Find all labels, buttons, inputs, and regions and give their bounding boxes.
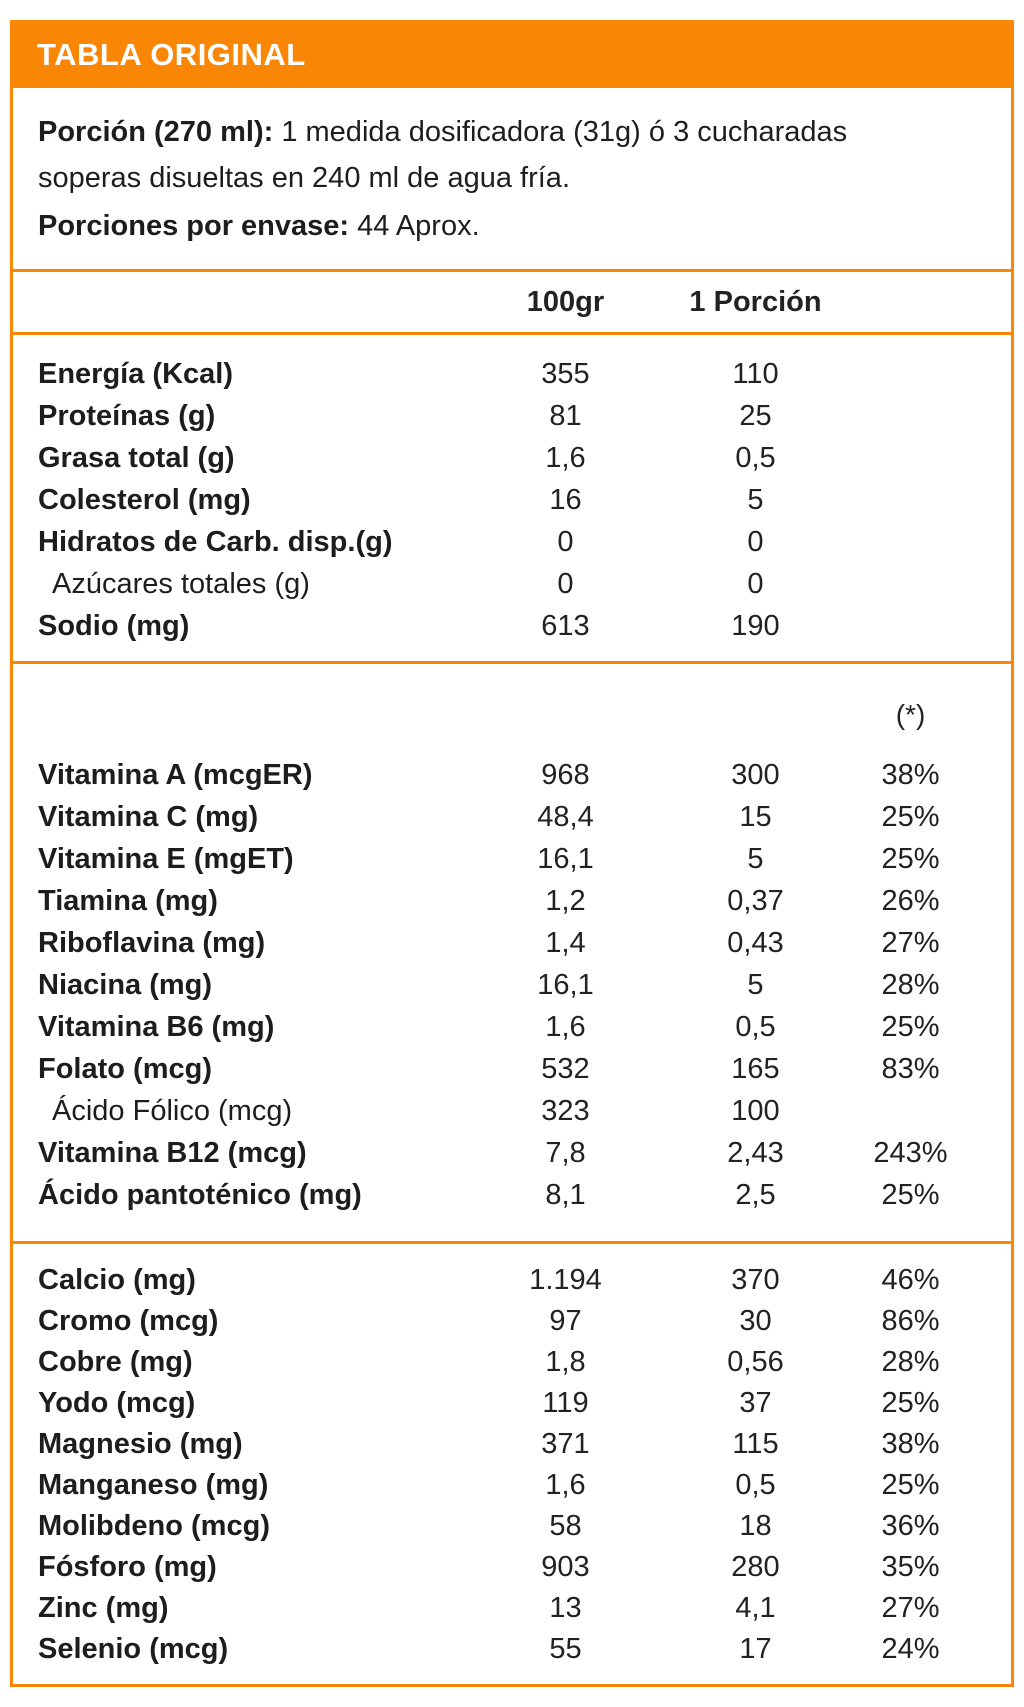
table-row: [13, 1465, 1011, 1506]
table-row: [13, 1506, 1011, 1547]
table-row: [13, 796, 1011, 838]
value-percent: 38%: [881, 758, 940, 791]
nutrient-label: Niacina (mg): [38, 968, 213, 1001]
table-header-bar: [12, 22, 1012, 88]
nutrient-label: Vitamina C (mg): [38, 800, 259, 833]
value-portion: 17: [739, 1633, 772, 1665]
serving-info-section: [13, 87, 1011, 269]
value-100g: 1,6: [545, 441, 586, 474]
percent-header-row: [13, 694, 1011, 736]
value-100g: 903: [541, 1551, 590, 1583]
nutrient-label: Selenio (mcg): [38, 1633, 229, 1665]
value-percent: 25%: [881, 842, 940, 875]
value-portion: 110: [732, 357, 779, 390]
value-portion: 2,43: [727, 1136, 784, 1169]
value-100g: 0: [557, 525, 574, 558]
value-percent: 83%: [881, 1052, 940, 1085]
value-100g: 16,1: [537, 968, 594, 1001]
value-portion: 0,5: [735, 1010, 776, 1043]
nutrient-label: Energía (Kcal): [38, 357, 233, 390]
value-percent: 26%: [881, 884, 940, 917]
value-100g: 97: [549, 1305, 582, 1337]
table-row: [13, 1547, 1011, 1588]
value-portion: 100: [731, 1094, 780, 1127]
table-row: [13, 437, 1011, 479]
value-portion: 4,1: [735, 1592, 776, 1624]
table-row: [13, 395, 1011, 437]
value-portion: 0,43: [727, 926, 784, 959]
value-portion: 370: [731, 1264, 780, 1296]
value-portion: 0: [747, 525, 764, 558]
portion-line: [38, 109, 938, 201]
value-percent: 86%: [881, 1305, 940, 1337]
nutrient-label: Riboflavina (mg): [38, 926, 266, 959]
column-header-percent: (*): [895, 699, 926, 730]
servings-per-container-line: [38, 203, 938, 249]
value-percent: 35%: [881, 1551, 940, 1583]
nutrition-table: [10, 20, 1014, 1687]
table-row: [13, 479, 1011, 521]
servings-text: 44 Aprox.: [349, 210, 480, 242]
value-portion: 30: [739, 1305, 772, 1337]
table-row: [13, 1301, 1011, 1342]
value-100g: 7,8: [545, 1136, 586, 1169]
table-row: [13, 754, 1011, 796]
value-percent: 28%: [881, 968, 940, 1001]
table-row: [13, 1424, 1011, 1465]
value-portion: 5: [747, 968, 764, 1001]
column-header-row: [13, 269, 1011, 332]
value-percent: 25%: [881, 1387, 940, 1419]
nutrient-label: Molibdeno (mcg): [38, 1510, 270, 1542]
nutrient-label: Ácido Fólico (mcg): [52, 1094, 293, 1127]
value-percent: 36%: [881, 1510, 940, 1542]
value-100g: 48,4: [537, 800, 594, 833]
nutrient-label: Colesterol (mg): [38, 483, 251, 516]
value-portion: 115: [732, 1428, 779, 1460]
table-row: [13, 1132, 1011, 1174]
value-100g: 532: [541, 1052, 590, 1085]
table-row: [13, 1174, 1011, 1216]
vitamin-rows: [13, 754, 1011, 1216]
value-percent: 25%: [881, 800, 940, 833]
table-row: [13, 838, 1011, 880]
value-portion: 190: [731, 609, 780, 642]
value-portion: 280: [731, 1551, 780, 1583]
table-row: [13, 605, 1011, 647]
value-portion: 5: [747, 483, 764, 516]
table-row: [13, 521, 1011, 563]
value-100g: 0: [557, 567, 574, 600]
nutrient-label: Ácido pantoténico (mg): [38, 1178, 362, 1211]
value-percent: 25%: [881, 1469, 940, 1501]
value-100g: 1,8: [545, 1346, 586, 1378]
value-percent: 25%: [881, 1010, 940, 1043]
value-100g: 1.194: [529, 1264, 602, 1296]
table-row: [13, 1006, 1011, 1048]
value-100g: 16: [549, 483, 582, 516]
value-portion: 0: [747, 567, 764, 600]
nutrient-label: Grasa total (g): [38, 441, 235, 474]
nutrient-label: Vitamina B12 (mcg): [38, 1136, 307, 1169]
value-100g: 81: [549, 399, 582, 432]
value-100g: 58: [549, 1510, 582, 1542]
table-row: [13, 563, 1011, 605]
value-100g: 119: [542, 1387, 589, 1419]
table-title: TABLA ORIGINAL: [37, 37, 306, 72]
value-percent: 24%: [881, 1633, 940, 1665]
value-100g: 55: [549, 1633, 582, 1665]
value-percent: 27%: [881, 1592, 940, 1624]
value-portion: 25: [739, 399, 772, 432]
value-100g: 13: [549, 1592, 582, 1624]
value-portion: 2,5: [735, 1178, 776, 1211]
nutrient-label: Manganeso (mg): [38, 1469, 269, 1501]
value-100g: 1,6: [545, 1469, 586, 1501]
table-row: [13, 1048, 1011, 1090]
nutrient-label: Azúcares totales (g): [52, 567, 310, 600]
nutrient-label: Sodio (mg): [38, 609, 190, 642]
table-row: [13, 922, 1011, 964]
macronutrients-section: [13, 332, 1011, 661]
value-100g: 1,4: [545, 926, 586, 959]
value-portion: 15: [739, 800, 772, 833]
nutrient-label: Hidratos de Carb. disp.(g): [38, 525, 393, 558]
value-portion: 18: [739, 1510, 772, 1542]
value-portion: 0,37: [727, 884, 784, 917]
nutrient-label: Cromo (mcg): [38, 1305, 219, 1337]
value-percent: 28%: [881, 1346, 940, 1378]
value-100g: 968: [541, 758, 590, 791]
value-100g: 355: [541, 357, 590, 390]
nutrient-label: Fósforo (mg): [38, 1551, 217, 1583]
table-row: [13, 1383, 1011, 1424]
nutrient-label: Calcio (mg): [38, 1264, 196, 1296]
minerals-section: [13, 1241, 1011, 1684]
table-row: [13, 1342, 1011, 1383]
value-portion: 0,5: [735, 1469, 776, 1501]
nutrient-label: Yodo (mcg): [38, 1387, 196, 1419]
value-100g: 1,6: [545, 1010, 586, 1043]
column-header-portion: 1 Porción: [689, 285, 822, 318]
table-row: [13, 964, 1011, 1006]
value-100g: 371: [541, 1428, 590, 1460]
portion-text: 1 medida dosificadora (31g) ó 3 cucharadas soperas disueltas en 240 ml de agua fría.: [38, 116, 848, 194]
servings-label: Porciones por envase:: [38, 210, 350, 242]
nutrient-label: Vitamina A (mcgER): [38, 758, 313, 791]
portion-label: Porción (270 ml):: [38, 116, 274, 148]
value-portion: 5: [747, 842, 764, 875]
nutrient-label: Vitamina E (mgET): [38, 842, 294, 875]
nutrient-label: Tiamina (mg): [38, 884, 218, 917]
value-100g: 16,1: [537, 842, 594, 875]
nutrient-label: Magnesio (mg): [38, 1428, 243, 1460]
value-portion: 165: [731, 1052, 780, 1085]
table-row: [13, 1260, 1011, 1301]
value-percent: 38%: [881, 1428, 940, 1460]
column-header-100g: 100gr: [526, 285, 605, 318]
nutrient-label: Zinc (mg): [38, 1592, 169, 1624]
nutrient-label: Vitamina B6 (mg): [38, 1010, 275, 1043]
table-row: [13, 1090, 1011, 1132]
table-row: [13, 353, 1011, 395]
value-portion: 37: [739, 1387, 772, 1419]
nutrient-label: Cobre (mg): [38, 1346, 193, 1378]
nutrient-label: Proteínas (g): [38, 399, 216, 432]
table-row: [13, 1629, 1011, 1670]
value-percent: 25%: [881, 1178, 940, 1211]
value-percent: 243%: [873, 1136, 948, 1169]
value-percent: 46%: [881, 1264, 940, 1296]
value-percent: 27%: [881, 926, 940, 959]
value-100g: 613: [541, 609, 590, 642]
value-portion: 300: [731, 758, 780, 791]
value-100g: 8,1: [545, 1178, 586, 1211]
nutrient-label: Folato (mcg): [38, 1052, 212, 1085]
table-row: [13, 880, 1011, 922]
table-row: [13, 1588, 1011, 1629]
value-portion: 0,56: [727, 1346, 784, 1378]
vitamins-section: [13, 661, 1011, 1241]
value-portion: 0,5: [735, 441, 776, 474]
value-100g: 1,2: [545, 884, 586, 917]
value-100g: 323: [541, 1094, 590, 1127]
